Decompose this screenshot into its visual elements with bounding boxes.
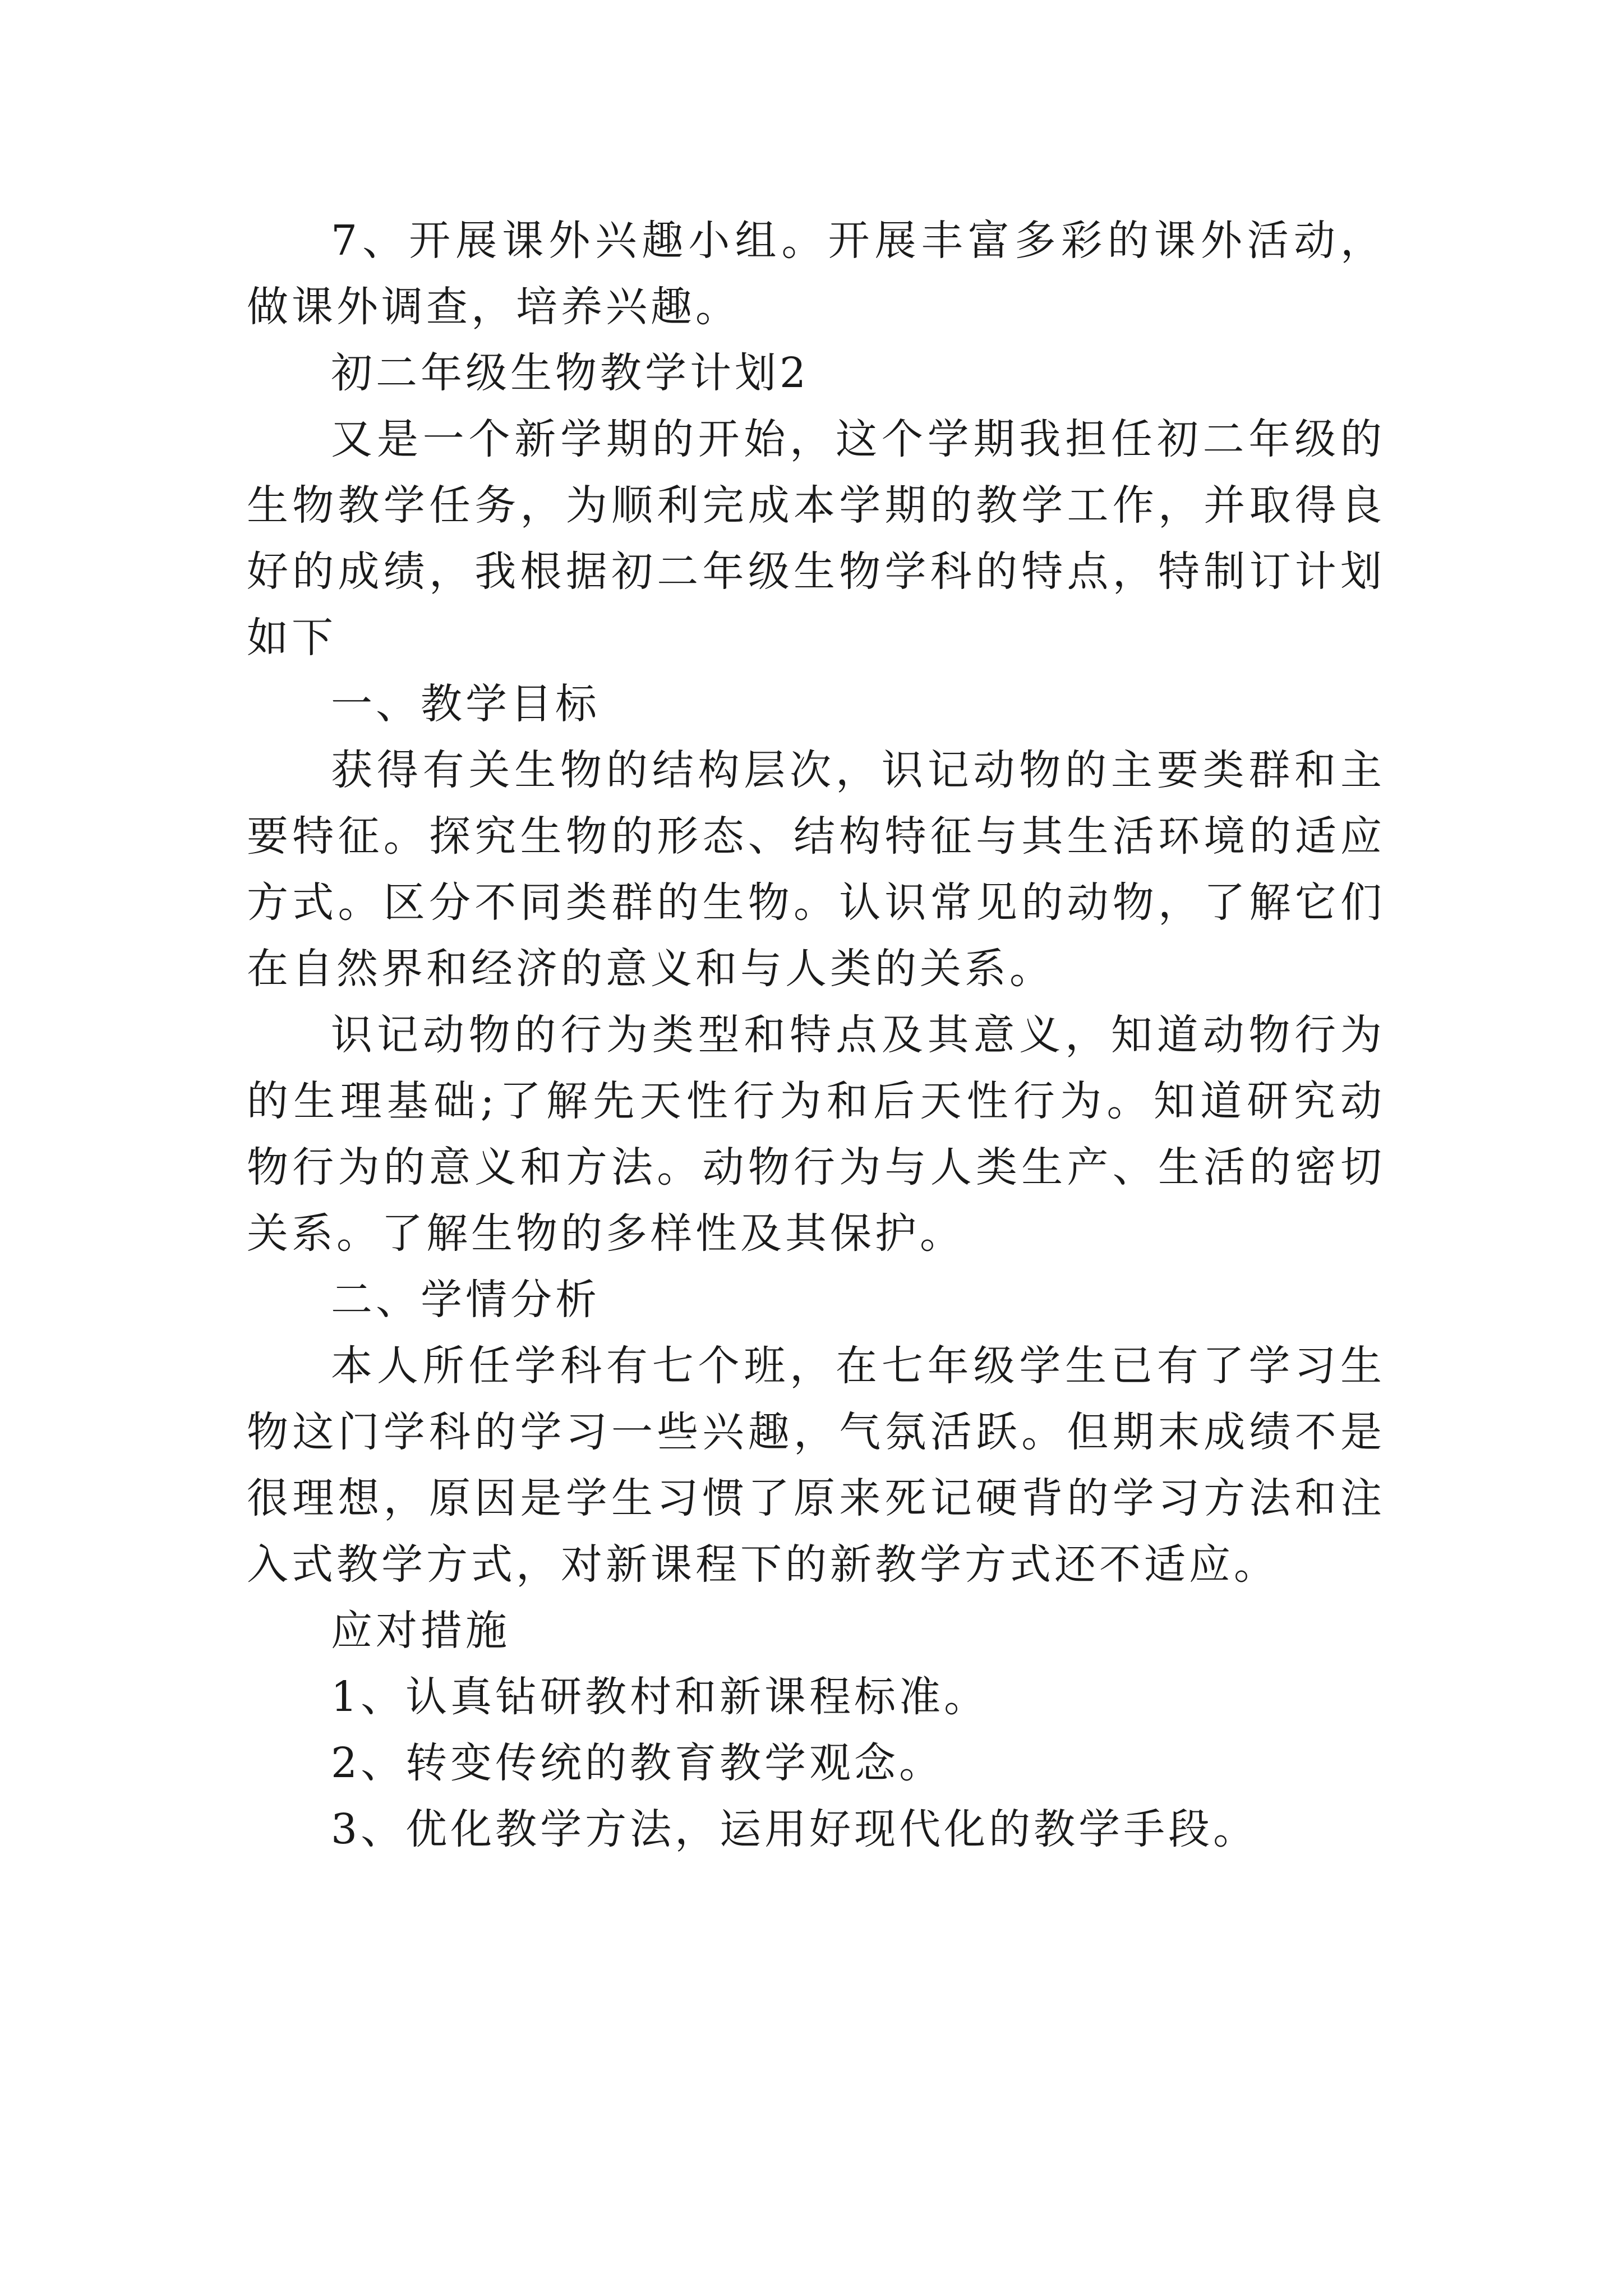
list-item-measure-3: 3、优化教学方法，运用好现代化的教学手段。	[331, 1805, 1258, 1853]
heading-teaching-goals: 一、教学目标	[331, 680, 600, 728]
paragraph-analysis: 本人所任学科有七个班，在七年级学生已有了学习生物这门学科的学习一些兴趣，气氛活跃。但期末成绩不是很理想，原因是学生习惯了原来死记硬背的学习方法和注入式教学方式，对新课程下的新教学方式还不适应。	[247, 1342, 1385, 1589]
section-title-plan-2: 初二年级生物教学计划2	[331, 349, 810, 397]
document-body	[247, 208, 1385, 1862]
heading-student-analysis: 二、学情分析	[331, 1276, 600, 1324]
paragraph-activities: 7、开展课外兴趣小组。开展丰富多彩的课外活动，做课外调查，培养兴趣。	[247, 217, 1385, 331]
paragraph-goals-2: 识记动物的行为类型和特点及其意义，知道动物行为的生理基础;了解先天性行为和后天性行为。知道研究动物行为的意义和方法。动物行为与人类生产、生活的密切关系。了解生物的多样性及其保护。	[247, 1011, 1385, 1258]
list-item-measure-2: 2、转变传统的教育教学观念。	[331, 1739, 944, 1787]
list-item-measure-1: 1、认真钻研教村和新课程标准。	[331, 1673, 989, 1721]
paragraph-goals-1: 获得有关生物的结构层次，识记动物的主要类群和主要特征。探究生物的形态、结构特征与其生活环境的适应方式。区分不同类群的生物。认识常见的动物，了解它们在自然界和经济的意义和与人类的关系。	[247, 746, 1385, 993]
paragraph-intro: 又是一个新学期的开始，这个学期我担任初二年级的生物教学任务，为顺利完成本学期的教学工作，并取得良好的成绩，我根据初二年级生物学科的特点，特制订计划如下	[247, 415, 1385, 662]
heading-measures: 应对措施	[331, 1607, 510, 1655]
